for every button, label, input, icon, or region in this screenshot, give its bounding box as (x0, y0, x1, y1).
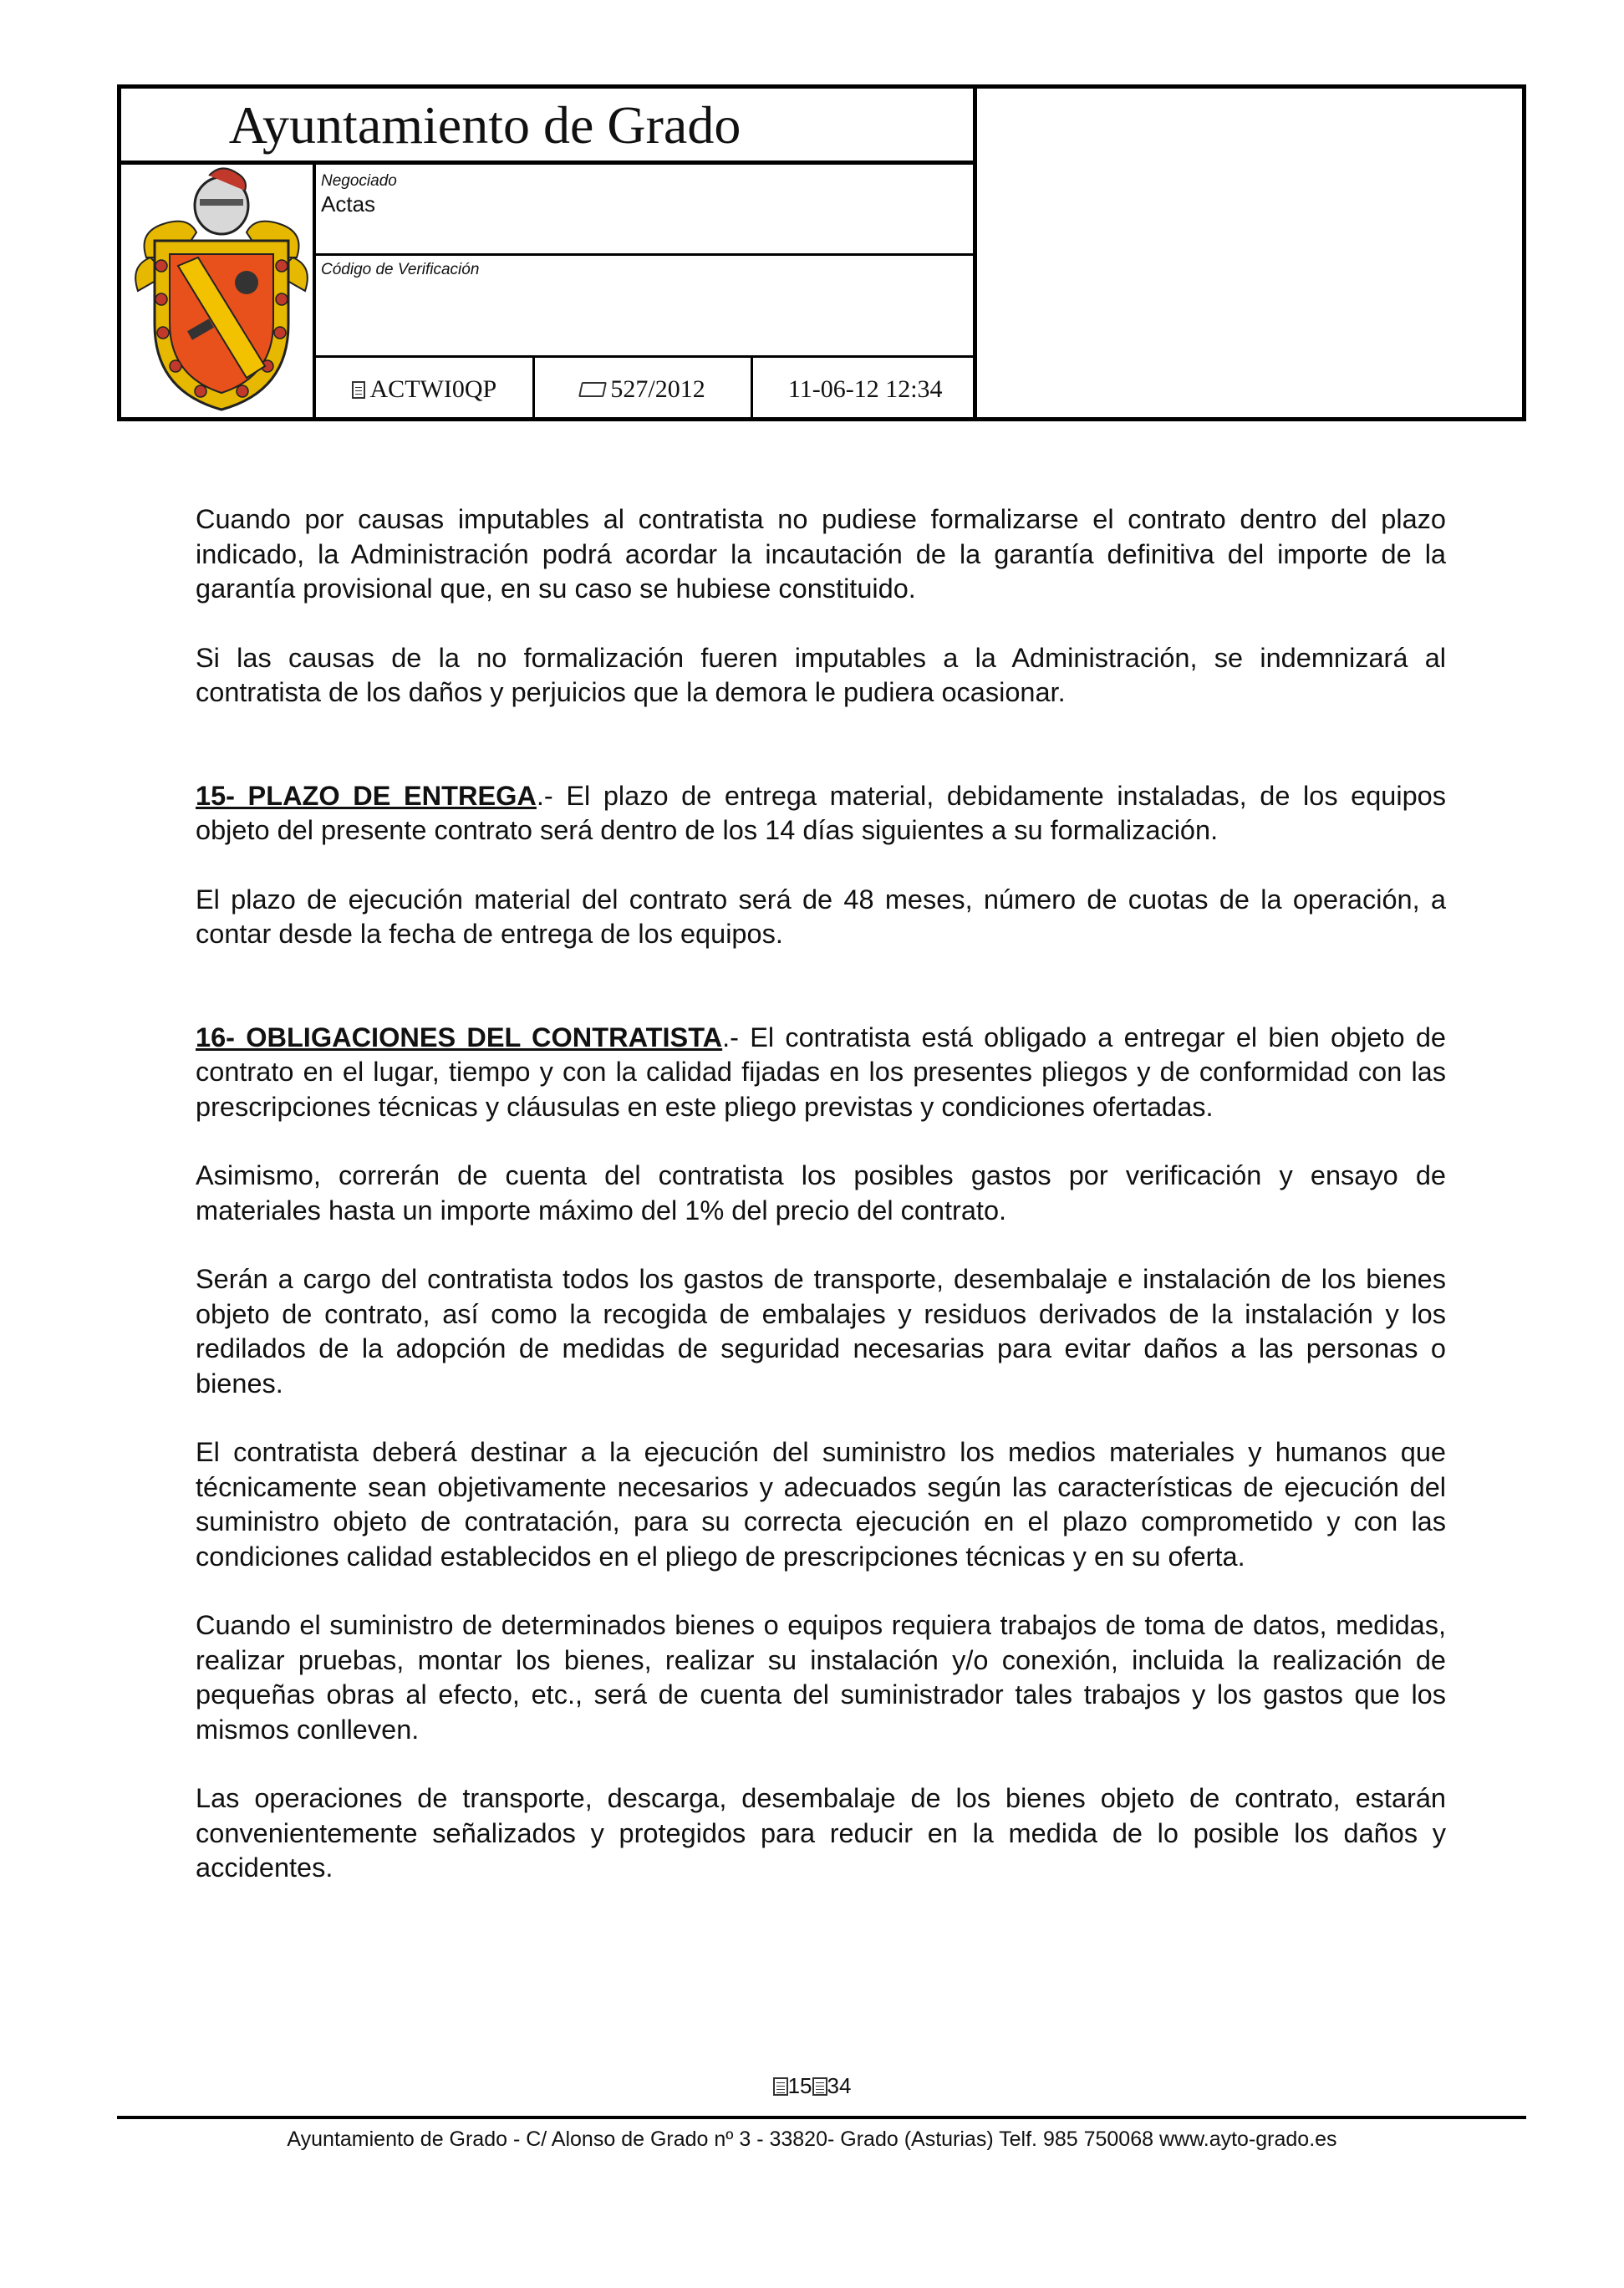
section-15-text: .- El plazo de entrega material, debidamente instaladas, de los equipos objeto del presente contrato será dentro de los 14 días siguientes a su formalización. (196, 780, 1446, 845)
paragraph: Si las causas de la no formalización fueren imputables a la Administración, se indemnizará al contratista de los daños y perjuicios que la demora le pudiera ocasionar. (196, 642, 1446, 707)
paragraph: Asimismo, correrán de cuenta del contratista los posibles gastos por verificación y ensayo de materiales hasta un importe máximo del 1% del precio del contrato. (196, 1160, 1446, 1226)
expediente-cell (535, 358, 754, 421)
negociado-value: Actas (321, 191, 376, 217)
section-16 (196, 1021, 1446, 1125)
paragraph: Cuando el suministro de determinados bienes o equipos requiera trabajos de toma de datos, medidas, realizar pruebas, montar los bienes, realizar su instalación y/o conexión, incluida la realización de pequeñas obras al efecto, etc., será de cuenta del suministrador tales trabajos y los gastos que los mismos conlleven. (196, 1610, 1446, 1745)
expediente-number: 527/2012 (610, 375, 705, 403)
paragraph: Cuando por causas imputables al contratista no pudiese formalizarse el contrato dentro del plazo indicado, la Administración podrá acordar la incautación de la garantía definitiva del importe de la garantía provisional que, en su caso se hubiese constituido. (196, 504, 1446, 604)
section-15 (196, 779, 1446, 848)
pages-icon (812, 2077, 827, 2096)
page-icon (773, 2077, 788, 2096)
footer-address: Ayuntamiento de Grado - C/ Alonso de Grado nº 3 - 33820- Grado (Asturias) Telf. 985 750068 www.ayto-grado.es (287, 2127, 1337, 2151)
section-15-heading: 15- PLAZO DE ENTREGA (196, 780, 537, 811)
negociado-cell (313, 164, 977, 256)
document-datetime: 11-06-12 12:34 (787, 375, 943, 403)
section-16-text: .- El contratista está obligado a entregar el bien objeto de contrato en el lugar, tiempo y con la calidad fijadas en los presentes pliegos y de conformidad con las prescripciones técnicas y cláusulas en este pliego previstas y condiciones ofertadas. (196, 1022, 1446, 1122)
datetime-cell (753, 358, 977, 421)
doc-code-cell (316, 358, 535, 421)
codigo-verificacion-label: Código de Verificación (321, 261, 480, 278)
document-body (196, 502, 1446, 1886)
doc-code: ACTWI0QP (369, 375, 497, 403)
footer-divider (117, 2116, 1526, 2119)
header-meta-row (313, 358, 977, 421)
paragraph: Las operaciones de transporte, descarga, desembalaje de los bienes objeto de contrato, estarán convenientemente señalizados y protegidos para reducir en la medida de lo posible los daños y accidentes. (196, 1783, 1446, 1883)
coat-of-arms-icon (130, 166, 313, 416)
folder-icon (578, 382, 607, 397)
header-blank-box (973, 84, 1526, 421)
page-total: 34 (827, 2073, 852, 2098)
document-icon (352, 381, 365, 399)
section-16-heading: 16- OBLIGACIONES DEL CONTRATISTA (196, 1022, 723, 1052)
paragraph: Serán a cargo del contratista todos los gastos de transporte, desembalaje e instalación de los bienes objeto de contrato, así como la recogida de embalajes y residuos derivados de la instalación y los redilados de la adopción de medidas de seguridad necesarias para evitar daños a las personas o bienes. (196, 1264, 1446, 1399)
paragraph: El contratista deberá destinar a la ejecución del suministro los medios materiales y humanos que técnicamente sean objetivamente necesarios y adecuados según las características de ejecución del suministro objeto de contratación, para su correcta ejecución en el plazo comprometido y con las condiciones calidad establecidos en el pliego de prescripciones técnicas y en su oferta. (196, 1437, 1446, 1572)
page-current: 15 (787, 2073, 812, 2098)
paragraph: El plazo de ejecución material del contrato será de 48 meses, número de cuotas de la operación, a contar desde la fecha de entrega de los equipos. (196, 884, 1446, 949)
page-title: Ayuntamiento de Grado (228, 95, 741, 155)
negociado-label: Negociado (321, 172, 397, 190)
page-indicator (0, 2073, 1624, 2099)
